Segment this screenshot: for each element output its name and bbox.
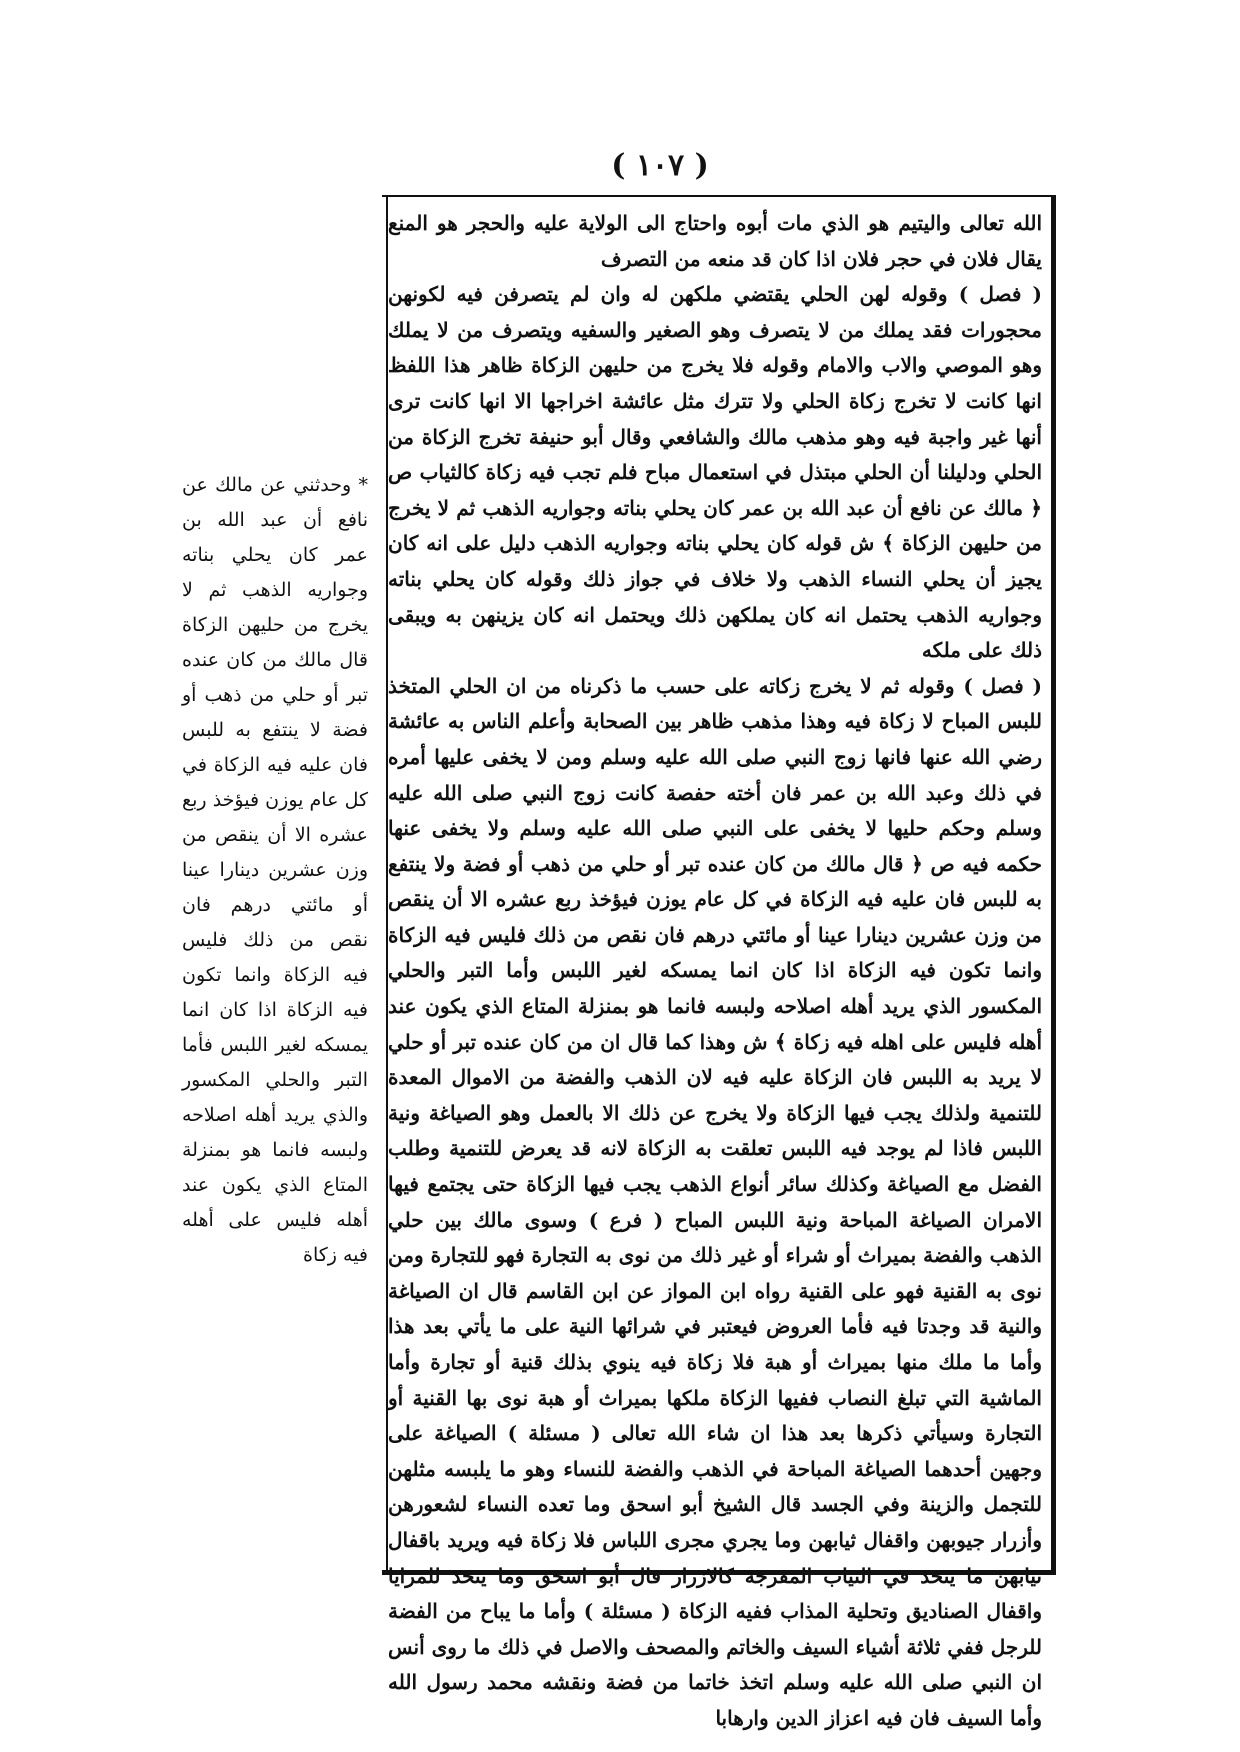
margin-commentary: * وحدثني عن مالك عن نافع أن عبد الله بن عمر كان يحلي بناته وجواريه الذهب ثم لا يخرج من حليهن الزكاة قال مالك من كان عنده تبر أو حلي من ذهب أو فضة لا ينتفع به للبس فان عليه فيه الزكاة في كل عام يوزن فيؤخذ ربع عشره الا أن ينقص من وزن عشرين دينارا عينا أو مائتي درهم فان نقص من ذلك فليس فيه الزكاة وانما تكون فيه الزكاة اذا كان انما يمسكه لغير اللبس فأما التبر والحلي المكسور والذي يريد أهله اصلاحه ولبسه فانما هو بمنزلة المتاع الذي يكون عند أهله فليس على أهله فيه زكاة bbox=[182, 474, 368, 1266]
main-text-column bbox=[388, 206, 1042, 1730]
main-paragraph-2: ( فصل ) وقوله لهن الحلي يقتضي ملكهن له وان لم يتصرفن فيه لكونهن محجورات فقد يملك من لا يتصرف وهو الصغير والسفيه ويتصرف من لا يملك وهو الموصي والاب والامام وقوله فلا يخرج من حليهن الزكاة ظاهر هذا اللفظ انها كانت لا تخرج زكاة الحلي ولا تترك مثل عائشة اخراجها الا انها كانت ترى أنها غير واجبة فيه وهو مذهب مالك والشافعي وقال أبو حنيفة تخرج الزكاة من الحلي ودليلنا أن الحلي مبتذل في استعمال مباح فلم تجب فيه زكاة كالثياب ص ﴿ مالك عن نافع أن عبد الله بن عمر كان يحلي بناته وجواريه الذهب ثم لا يخرج من حليهن الزكاة ﴾ ش قوله كان يحلي بناته وجواريه الذهب دليل على انه كان يجيز أن يحلي النساء الذهب ولا خلاف في جواز ذلك وقوله كان يحلي بناته وجواريه الذهب يحتمل انه كان يملكهن ذلك ويحتمل انه كان يزينهن به ويبقى ذلك على ملكه bbox=[388, 282, 1042, 663]
main-paragraph-1: الله تعالى واليتيم هو الذي مات أبوه واحتاج الى الولاية عليه والحجر هو المنع يقال فلان في حجر فلان اذا كان قد منعه من التصرف bbox=[388, 211, 1042, 271]
page-number: ( ١٠٧ ) bbox=[611, 148, 709, 183]
main-paragraph-3: ( فصل ) وقوله ثم لا يخرج زكاته على حسب ما ذكرناه من ان الحلي المتخذ للبس المباح لا زكاة فيه وهذا مذهب ظاهر بين الصحابة وأعلم الناس به عائشة رضي الله عنها فانها زوج النبي صلى الله عليه وسلم ومن لا يخفى عليها أمره في ذلك وعبد الله بن عمر فان أخته حفصة كانت زوج النبي صلى الله عليه وسلم وحكم حليها لا يخفى على النبي صلى الله عليه وسلم ولا يخفى عنها حكمه فيه ص ﴿ قال مالك من كان عنده تبر أو حلي من ذهب أو فضة ولا ينتفع به للبس فان عليه فيه الزكاة في كل عام يوزن فيؤخذ ربع عشره الا أن ينقص من وزن عشرين دينارا عينا أو مائتي درهم فان نقص من ذلك فليس فيه الزكاة وانما تكون فيه الزكاة اذا كان انما يمسكه لغير اللبس وأما التبر والحلي المكسور الذي يريد أهله اصلاحه ولبسه فانما هو بمنزلة المتاع الذي يكون عند أهله فليس على اهله فيه زكاة ﴾ ش وهذا كما قال ان من كان عنده تبر أو حلي لا يريد به اللبس فان الزكاة عليه فيه لان الذهب والفضة من الاموال المعدة للتنمية ولذلك يجب فيها الزكاة ولا يخرج عن ذلك الا بالعمل وهو الصياغة ونية اللبس فاذا لم يوجد فيه اللبس تعلقت به الزكاة لانه قد يعرض للتنمية وطلب الفضل مع الصياغة وكذلك سائر أنواع الذهب يجب فيها الزكاة حتى يجتمع فيها الامران الصياغة المباحة ونية اللبس المباح ( فرع ) وسوى مالك بين حلي الذهب والفضة بميراث أو شراء أو غير ذلك من نوى به التجارة فهو للتجارة ومن نوى به القنية فهو على القنية رواه ابن المواز عن ابن القاسم قال ان الصياغة والنية قد وجدتا فيه فأما العروض فيعتبر في شرائها النية على ما يأتي بعد هذا وأما ما ملك منها بميراث أو هبة فلا زكاة فيه ينوي بذلك قنية أو تجارة وأما الماشية التي تبلغ النصاب ففيها الزكاة ملكها بميراث أو هبة نوى بها القنية أو التجارة وسيأتي ذكرها بعد هذا ان شاء الله تعالى ( مسئلة ) الصياغة على وجهين أحدهما الصياغة المباحة في الذهب والفضة للنساء وهو ما يلبسه مثلهن للتجمل والزينة وفي الجسد قال الشيخ أبو اسحق وما تعده النساء لشعورهن وأزرار جيوبهن واقفال ثيابهن وما يجري مجرى اللباس فلا زكاة فيه ويريد باقفال ثيابهن ما يتخذ في الثياب المفرجة كالازرار قال أبو اسحق وما يتخذ للمرايا واقفال الصناديق وتحلية المذاب ففيه الزكاة ( مسئلة ) وأما ما يباح من الفضة للرجل ففي ثلاثة أشياء السيف والخاتم والمصحف والاصل في ذلك ما روى أنس ان النبي صلى الله عليه وسلم اتخذ خاتما من فضة ونقشه محمد رسول الله وأما السيف فان فيه اعزاز الدين وارهابا bbox=[388, 673, 1042, 1730]
